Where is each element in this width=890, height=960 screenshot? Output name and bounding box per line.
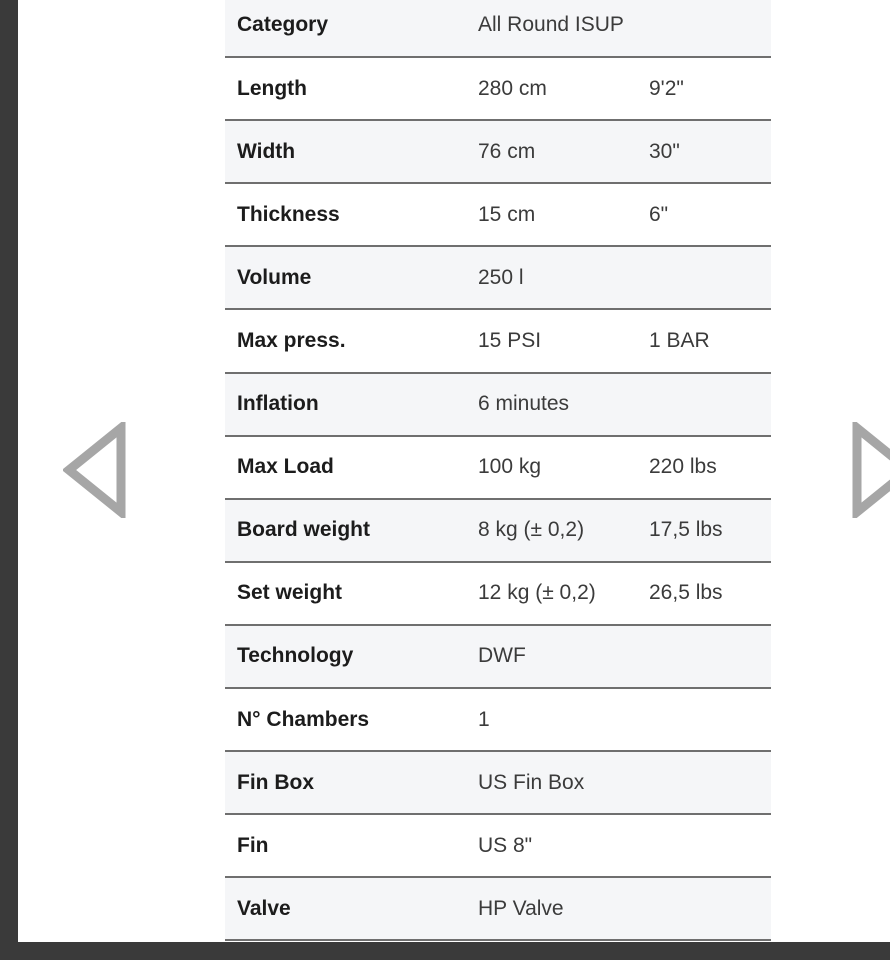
spec-alt-value — [649, 751, 771, 814]
spec-alt-value: 9'2" — [649, 57, 771, 120]
table-row — [225, 688, 771, 751]
spec-alt-value — [649, 246, 771, 309]
triangle-right-outline-icon — [851, 422, 890, 518]
spec-label: N° Chambers — [225, 688, 478, 751]
spec-label: Fin — [225, 814, 478, 877]
spec-label: Inflation — [225, 373, 478, 436]
triangle-left-outline-icon — [63, 422, 127, 518]
image-viewer-frame — [18, 0, 890, 942]
spec-label: Set weight — [225, 562, 478, 625]
previous-image-button[interactable] — [63, 422, 127, 518]
table-row — [225, 499, 771, 562]
spec-label: Fin Box — [225, 751, 478, 814]
table-row — [225, 246, 771, 309]
table-row — [225, 751, 771, 814]
spec-value: HP Valve — [478, 877, 649, 940]
table-row — [225, 309, 771, 372]
spec-value: 12 kg (± 0,2) — [478, 562, 649, 625]
spec-value: US Fin Box — [478, 751, 649, 814]
spec-label: Max press. — [225, 309, 478, 372]
table-row — [225, 373, 771, 436]
spec-label: Technology — [225, 625, 478, 688]
spec-label: Valve — [225, 877, 478, 940]
spec-alt-value — [649, 688, 771, 751]
spec-value: 280 cm — [478, 57, 649, 120]
table-row — [225, 0, 771, 57]
table-row — [225, 183, 771, 246]
spec-value: All Round ISUP — [478, 0, 649, 57]
spec-alt-value — [649, 373, 771, 436]
spec-label: Width — [225, 120, 478, 183]
spec-alt-value: 220 lbs — [649, 436, 771, 499]
spec-value: US 8" — [478, 814, 649, 877]
spec-label: Board weight — [225, 499, 478, 562]
spec-alt-value: 6" — [649, 183, 771, 246]
spec-alt-value — [649, 0, 771, 57]
table-row — [225, 562, 771, 625]
spec-label: Length — [225, 57, 478, 120]
table-row — [225, 120, 771, 183]
spec-alt-value: 17,5 lbs — [649, 499, 771, 562]
spec-alt-value — [649, 625, 771, 688]
spec-value: 76 cm — [478, 120, 649, 183]
spec-value: DWF — [478, 625, 649, 688]
spec-value: 6 minutes — [478, 373, 649, 436]
viewer-bottom-border — [0, 942, 890, 960]
viewer-left-border — [0, 0, 18, 960]
spec-value: 100 kg — [478, 436, 649, 499]
spec-label: Category — [225, 0, 478, 57]
spec-alt-value — [649, 814, 771, 877]
spec-label: Volume — [225, 246, 478, 309]
spec-label: Thickness — [225, 183, 478, 246]
spec-value: 1 — [478, 688, 649, 751]
table-row — [225, 814, 771, 877]
spec-value: 15 cm — [478, 183, 649, 246]
spec-alt-value: 30" — [649, 120, 771, 183]
table-row — [225, 625, 771, 688]
table-row — [225, 57, 771, 120]
spec-alt-value — [649, 877, 771, 940]
spec-table — [225, 0, 771, 941]
spec-label: Max Load — [225, 436, 478, 499]
next-image-button[interactable] — [851, 422, 890, 518]
spec-alt-value: 26,5 lbs — [649, 562, 771, 625]
spec-value: 250 l — [478, 246, 649, 309]
spec-value: 15 PSI — [478, 309, 649, 372]
spec-value: 8 kg (± 0,2) — [478, 499, 649, 562]
spec-alt-value: 1 BAR — [649, 309, 771, 372]
table-row — [225, 877, 771, 940]
table-row — [225, 436, 771, 499]
